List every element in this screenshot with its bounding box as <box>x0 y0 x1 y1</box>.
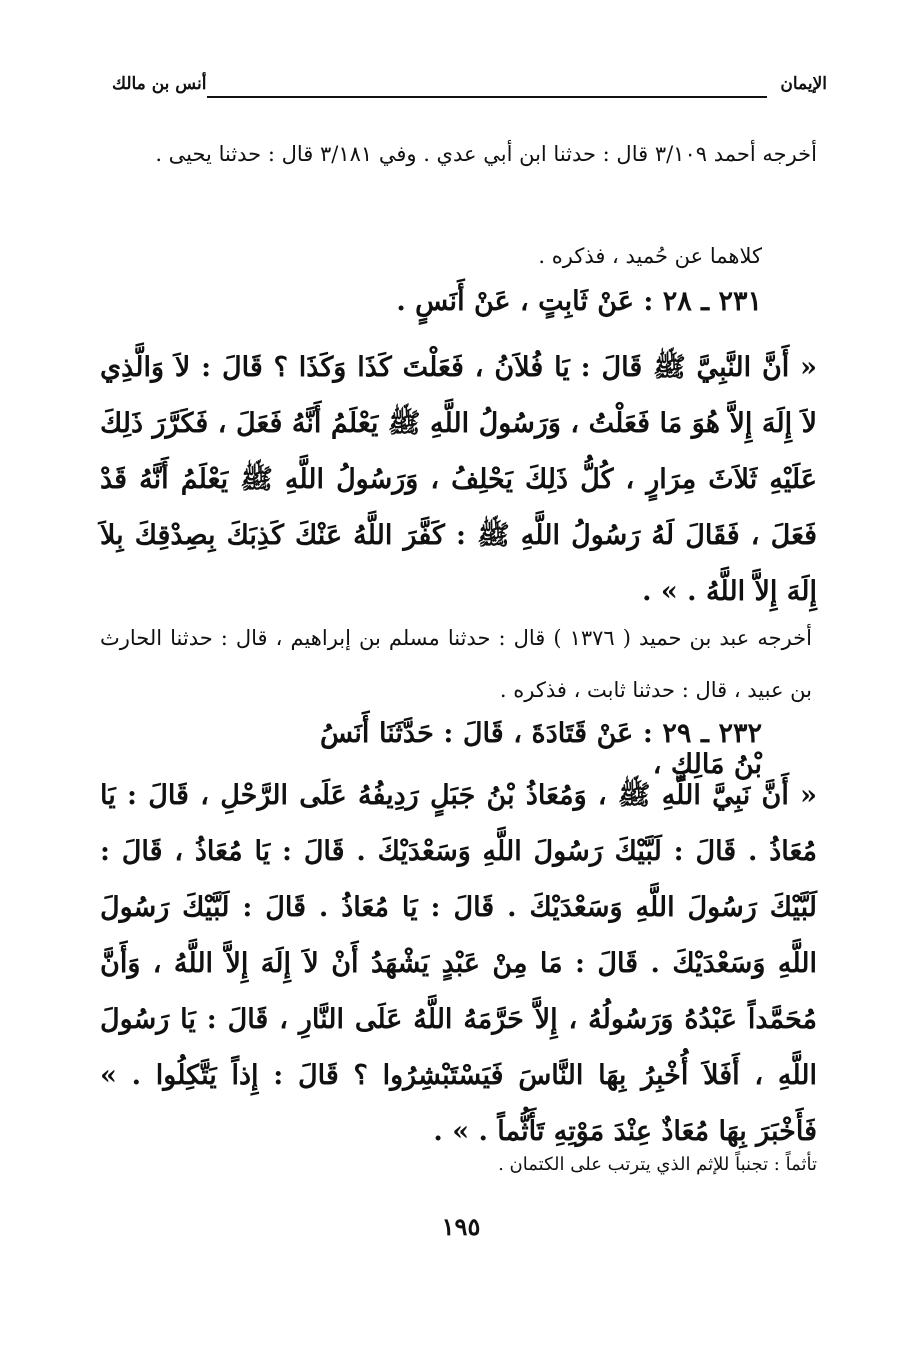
hadith-232-heading: ٢٣٢ ـ ٢٩ : عَنْ قَتَادَةَ ، قَالَ : حَدَّثَنَا أَنَسُ بْنُ مَالِكٍ ، <box>320 718 763 780</box>
hadith-231-text: « أَنَّ النَّبِيَّ ﷺ قَالَ : يَا فُلاَنُ ، فَعَلْتَ كَذَا وَكَذَا ؟ قَالَ : لاَ وَالَّذِي لاَ إِلَهَ إِلاَّ هُوَ مَا فَعَلْتُ ، وَرَسُولُ اللَّهِ ﷺ يَعْلَمُ أَنَّهُ فَعَلَ ، فَكَرَّرَ ذَلِكَ عَلَيْهِ ثَلاَثَ مِرَارٍ ، كُلُّ ذَلِكَ يَحْلِفُ ، وَرَسُولُ اللَّهِ ﷺ يَعْلَمُ أَنَّهُ قَدْ فَعَلَ ، فَقَالَ لَهُ رَسُولُ اللَّهِ ﷺ : كَفَّرَ اللَّهُ عَنْكَ كَذِبَكَ بِصِدْقِكَ بِلاَ إِلَهَ إِلاَّ اللَّهُ . » . <box>100 352 817 607</box>
header-rule <box>207 96 767 98</box>
running-header <box>112 74 827 104</box>
page-number: ١٩٥ <box>441 1212 481 1241</box>
takhrij-paragraph-2: كلاهما عن حُميد ، فذكره . <box>538 244 762 268</box>
header-narrator-title: أنس بن مالك <box>112 74 207 94</box>
hadith-232-text: « أَنَّ نَبِيَّ اللَّهِ ﷺ ، وَمُعَاذُ بْنُ جَبَلٍ رَدِيفُهُ عَلَى الرَّحْلِ ، قَالَ : يَا مُعَاذُ . قَالَ : لَبَّيْكَ رَسُولَ اللَّهِ وَسَعْدَيْكَ . قَالَ : يَا مُعَاذُ ، قَالَ : لَبَّيْكَ رَسُولَ اللَّهِ وَسَعْدَيْكَ . قَالَ : يَا مُعَاذُ . قَالَ : لَبَّيْكَ رَسُولَ اللَّهِ وَسَعْدَيْكَ . قَالَ : مَا مِنْ عَبْدٍ يَشْهَدُ أَنْ لاَ إِلَهَ إِلاَّ اللَّهُ ، وَأَنَّ مُحَمَّداً عَبْدُهُ وَرَسُولُهُ ، إِلاَّ حَرَّمَهُ اللَّهُ عَلَى النَّارِ ، قَالَ : يَا رَسُولَ اللَّهِ ، أَفَلاَ أُخْبِرُ بِهَا النَّاسَ فَيَسْتَبْشِرُوا ؟ قَالَ : إِذاً يَتَّكِلُوا . » فَأَخْبَرَ بِهَا مُعَاذٌ عِنْدَ مَوْتِهِ تَأَثُّماً . » . <box>100 780 817 1147</box>
header-chapter-title: الإيمان <box>780 74 827 94</box>
footnote: تأثماً : تجنباً للإثم الذي يترتب على الكتمان . <box>498 1154 817 1175</box>
takhrij-paragraph-3: أخرجه عبد بن حميد ( ١٣٧٦ ) قال : حدثنا مسلم بن إبراهيم ، قال : حدثنا الحارث بن عبيد ، قال : حدثنا ثابت ، فذكره . <box>100 626 812 702</box>
hadith-231-heading: ٢٣١ ـ ٢٨ : عَنْ ثَابِتٍ ، عَنْ أَنَسٍ . <box>396 286 762 317</box>
takhrij-paragraph-1: أخرجه أحمد ٣/١٠٩ قال : حدثنا ابن أبي عدي . وفي ٣/١٨١ قال : حدثنا يحيى . <box>155 142 817 166</box>
